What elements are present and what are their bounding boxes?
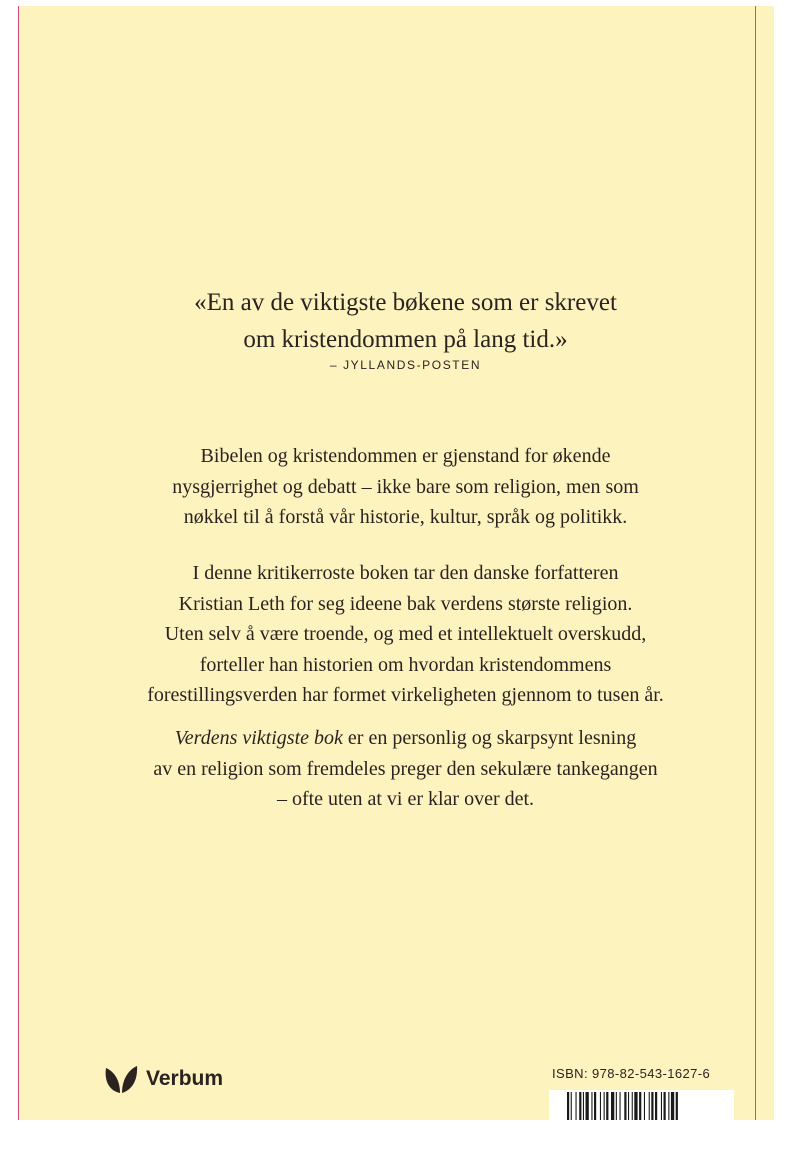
blurb-paragraph-2 bbox=[18, 558, 793, 711]
barcode-bar bbox=[644, 1092, 645, 1120]
blurb-line-rest: er en personlig og skarpsynt lesning bbox=[342, 727, 637, 749]
barcode-graphic bbox=[549, 1090, 734, 1120]
barcode-bar bbox=[664, 1092, 666, 1120]
blurb-line bbox=[18, 723, 793, 754]
barcode-bar bbox=[591, 1092, 592, 1120]
review-quote bbox=[18, 284, 793, 358]
barcode-bar bbox=[661, 1092, 662, 1120]
publisher-logo bbox=[104, 1064, 223, 1094]
quote-attribution: – JYLLANDS-POSTEN bbox=[329, 358, 482, 372]
barcode-bar bbox=[567, 1092, 569, 1120]
barcode bbox=[549, 1090, 734, 1120]
barcode-bar bbox=[576, 1092, 577, 1120]
blurb-line: I denne kritikerroste boken tar den danske forfatteren bbox=[192, 562, 619, 584]
publisher-name: Verbum bbox=[146, 1067, 224, 1090]
blurb-line: Kristian Leth for seg ideene bak verdens største religion. bbox=[178, 592, 633, 615]
barcode-bar bbox=[600, 1092, 601, 1120]
blurb-line: av en religion som fremdeles preger den sekulære tankegangen bbox=[153, 757, 658, 780]
barcode-bar bbox=[579, 1092, 581, 1120]
barcode-bar bbox=[620, 1092, 621, 1120]
leaf-logo-icon bbox=[104, 1064, 138, 1094]
barcode-bar bbox=[649, 1092, 650, 1120]
barcode-bar bbox=[616, 1092, 617, 1120]
blurb-paragraph-3 bbox=[18, 723, 793, 815]
book-title-italic: Verdens viktigste bok bbox=[174, 727, 343, 749]
barcode-bar bbox=[655, 1092, 657, 1120]
blurb-line: Uten selv å være troende, og med et intellektuelt overskudd, bbox=[164, 623, 647, 645]
barcode-bar bbox=[594, 1092, 596, 1120]
barcode-bar bbox=[671, 1092, 674, 1120]
barcode-bar bbox=[639, 1092, 641, 1120]
blurb-line: nøkkel til å forstå vår historie, kultur, språk og politikk. bbox=[183, 506, 628, 528]
barcode-bar bbox=[586, 1092, 589, 1120]
isbn-label: ISBN: 978-82-543-1627-6 bbox=[552, 1066, 711, 1081]
blurb-line: forestillingsverden har formet virkeligheten gjennom to tusen år. bbox=[147, 684, 664, 706]
blurb-line: nysgjerrighet og debatt – ikke bare som religion, men som bbox=[172, 475, 639, 498]
barcode-bar bbox=[634, 1092, 637, 1120]
quote-line: om kristendommen på lang tid.» bbox=[243, 326, 568, 353]
barcode-bar bbox=[628, 1092, 629, 1120]
barcode-bar bbox=[651, 1092, 653, 1120]
blurb-line: – ofte uten at vi er klar over det. bbox=[276, 788, 535, 810]
barcode-bar bbox=[604, 1092, 605, 1120]
barcode-bar bbox=[611, 1092, 614, 1120]
barcode-bar bbox=[583, 1092, 584, 1120]
quote-line: «En av de viktigste bøkene som er skrevet bbox=[194, 289, 617, 316]
blurb-paragraph-1 bbox=[18, 441, 793, 533]
blurb-line: forteller han historien om hvordan kristendommens bbox=[199, 653, 612, 676]
barcode-bar bbox=[676, 1092, 678, 1120]
barcode-bar bbox=[624, 1092, 626, 1120]
barcode-bar bbox=[606, 1092, 608, 1120]
barcode-bar bbox=[668, 1092, 669, 1120]
barcode-bar bbox=[632, 1092, 633, 1120]
barcode-bar bbox=[571, 1092, 572, 1120]
blurb-line: Bibelen og kristendommen er gjenstand for økende bbox=[200, 445, 611, 467]
